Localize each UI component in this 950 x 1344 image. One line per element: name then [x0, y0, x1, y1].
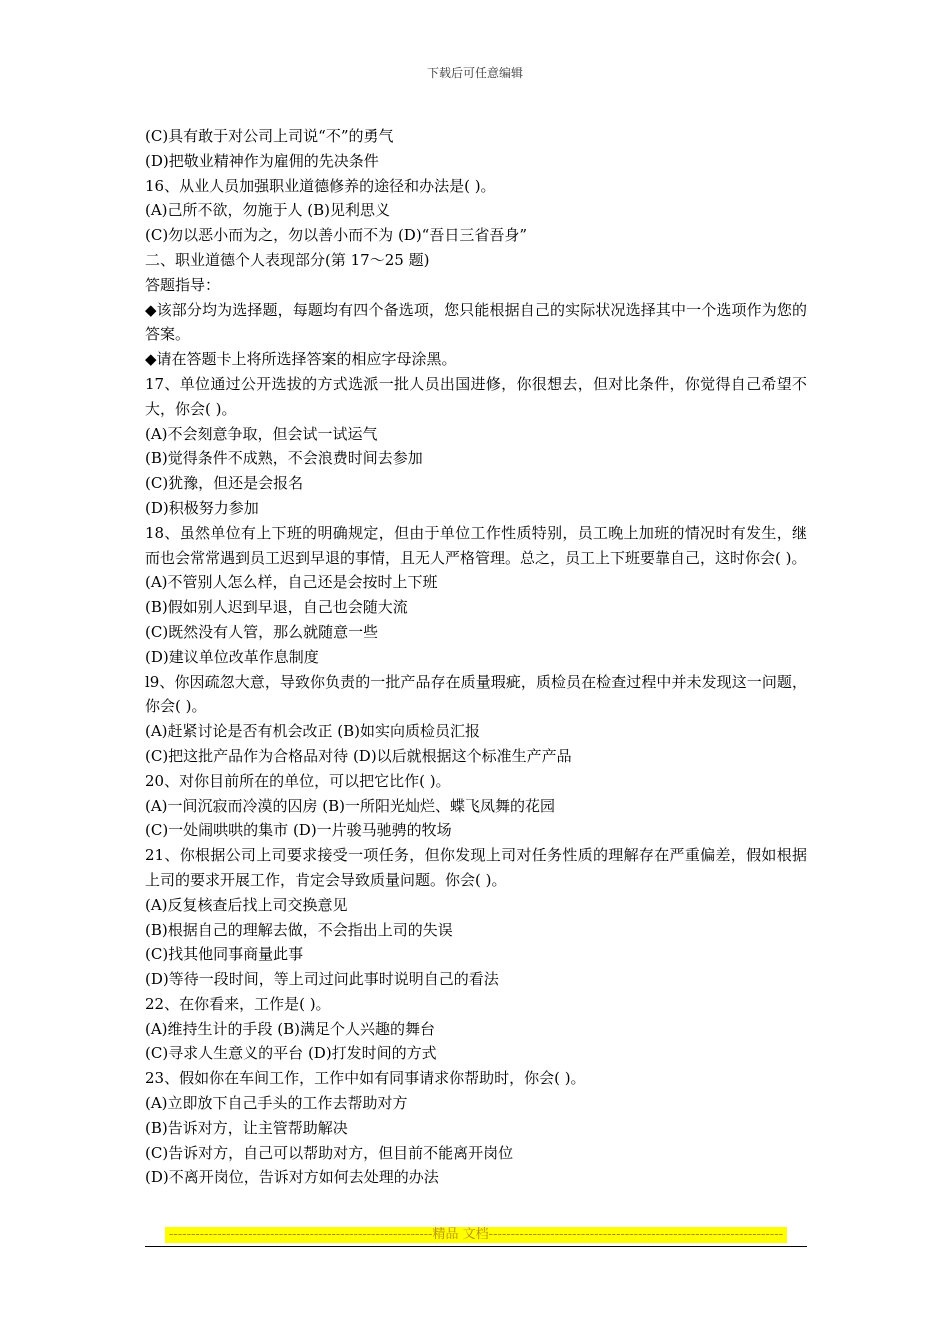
option-line: (A)己所不欲，勿施于人 (B)见利思义 — [145, 201, 391, 220]
page-footer — [145, 1227, 807, 1247]
option-line: (B)觉得条件不成熟，不会浪费时间去参加 — [145, 449, 423, 468]
question-21: 21、你根据公司上司要求接受一项任务，但你发现上司对任务性质的理解存在严重偏差，假如根据上司的要求开展工作，肯定会导致质量问题。你会( )。 — [145, 846, 807, 889]
section-heading: 二、职业道德个人表现部分(第 17～25 题) — [145, 250, 430, 269]
instruction-item: ◆该部分均为选择题，每题均有四个备选项，您只能根据自己的实际状况选择其中一个选项作为您的答案。 — [145, 300, 807, 344]
option-line: (D)等待一段时间，等上司过问此事时说明自己的看法 — [145, 970, 499, 989]
option-line: (A)维持生计的手段 (B)满足个人兴趣的舞台 — [145, 1019, 436, 1038]
option-line: (A)不会刻意争取，但会试一试运气 — [145, 424, 378, 443]
option-line: (C)犹豫，但还是会报名 — [145, 474, 304, 493]
option-line: (C)勿以恶小而为之，勿以善小而不为 (D)“吾日三省吾身” — [145, 226, 528, 245]
option-line: (A)反复核查后找上司交换意见 — [145, 895, 348, 914]
text-line: (D)把敬业精神作为雇佣的先决条件 — [145, 151, 379, 170]
footer-banner: ------------------------------------------------------------精品 文档------------------------------------------------------------------- — [165, 1227, 787, 1243]
option-line: (C)寻求人生意义的平台 (D)打发时间的方式 — [145, 1044, 437, 1063]
option-line: (D)建议单位改革作息制度 — [145, 647, 319, 666]
option-line: (A)不管别人怎么样，自己还是会按时上下班 — [145, 573, 438, 592]
option-line: (C)既然没有人管，那么就随意一些 — [145, 622, 379, 641]
question-17: 17、单位通过公开选拔的方式选派一批人员出国进修，你很想去，但对比条件，你觉得自己希望不大，你会( )。 — [145, 374, 807, 418]
document-body — [145, 124, 807, 1190]
option-line: (B)假如别人迟到早退，自己也会随大流 — [145, 598, 408, 617]
instructions-label: 答题指导： — [145, 275, 221, 294]
option-line: (A)一间沉寂而冷漠的囚房 (B)一所阳光灿烂、蝶飞凤舞的花园 — [145, 796, 556, 815]
option-line: (B)根据自己的理解去做，不会指出上司的失误 — [145, 920, 453, 939]
question-19: l9、你因疏忽大意，导致你负责的一批产品存在质量瑕疵，质检员在检查过程中并未发现这一问题，你会( )。 — [145, 672, 807, 716]
option-line: (D)积极努力参加 — [145, 498, 259, 517]
question-22: 22、在你看来，工作是( )。 — [145, 994, 331, 1013]
question-23: 23、假如你在车间工作，工作中如有同事请求你帮助时，你会( )。 — [145, 1069, 586, 1088]
question-16: 16、从业人员加强职业道德修养的途径和办法是( )。 — [145, 176, 496, 195]
option-line: (A)立即放下自己手头的工作去帮助对方 — [145, 1094, 408, 1113]
footer-divider — [145, 1246, 807, 1247]
text-line: (C)具有敢于对公司上司说“不”的勇气 — [145, 127, 394, 145]
option-line: (B)告诉对方，让主管帮助解决 — [145, 1118, 348, 1137]
question-18: 18、虽然单位有上下班的明确规定，但由于单位工作性质特别，员工晚上加班的情况时有发生，继而也会常常遇到员工迟到早退的事情，且无人严格管理。总之，员工上下班要靠自己，这时你会( )。 — [145, 523, 807, 567]
option-line: (A)赶紧讨论是否有机会改正 (B)如实向质检员汇报 — [145, 722, 481, 741]
option-line: (C)把这批产品作为合格品对待 (D)以后就根据这个标准生产产品 — [145, 746, 572, 765]
page-header: 下载后可任意编辑 — [426, 66, 523, 80]
option-line: (D)不离开岗位，告诉对方如何去处理的办法 — [145, 1168, 439, 1187]
instruction-item: ◆请在答题卡上将所选择答案的相应字母涂黑。 — [145, 350, 457, 369]
option-line: (C)找其他同事商量此事 — [145, 945, 304, 964]
option-line: (C)告诉对方，自己可以帮助对方，但目前不能离开岗位 — [145, 1143, 514, 1162]
question-20: 20、对你目前所在的单位，可以把它比作( )。 — [145, 771, 451, 790]
option-line: (C)一处闹哄哄的集市 (D)一片骏马驰骋的牧场 — [145, 821, 452, 840]
